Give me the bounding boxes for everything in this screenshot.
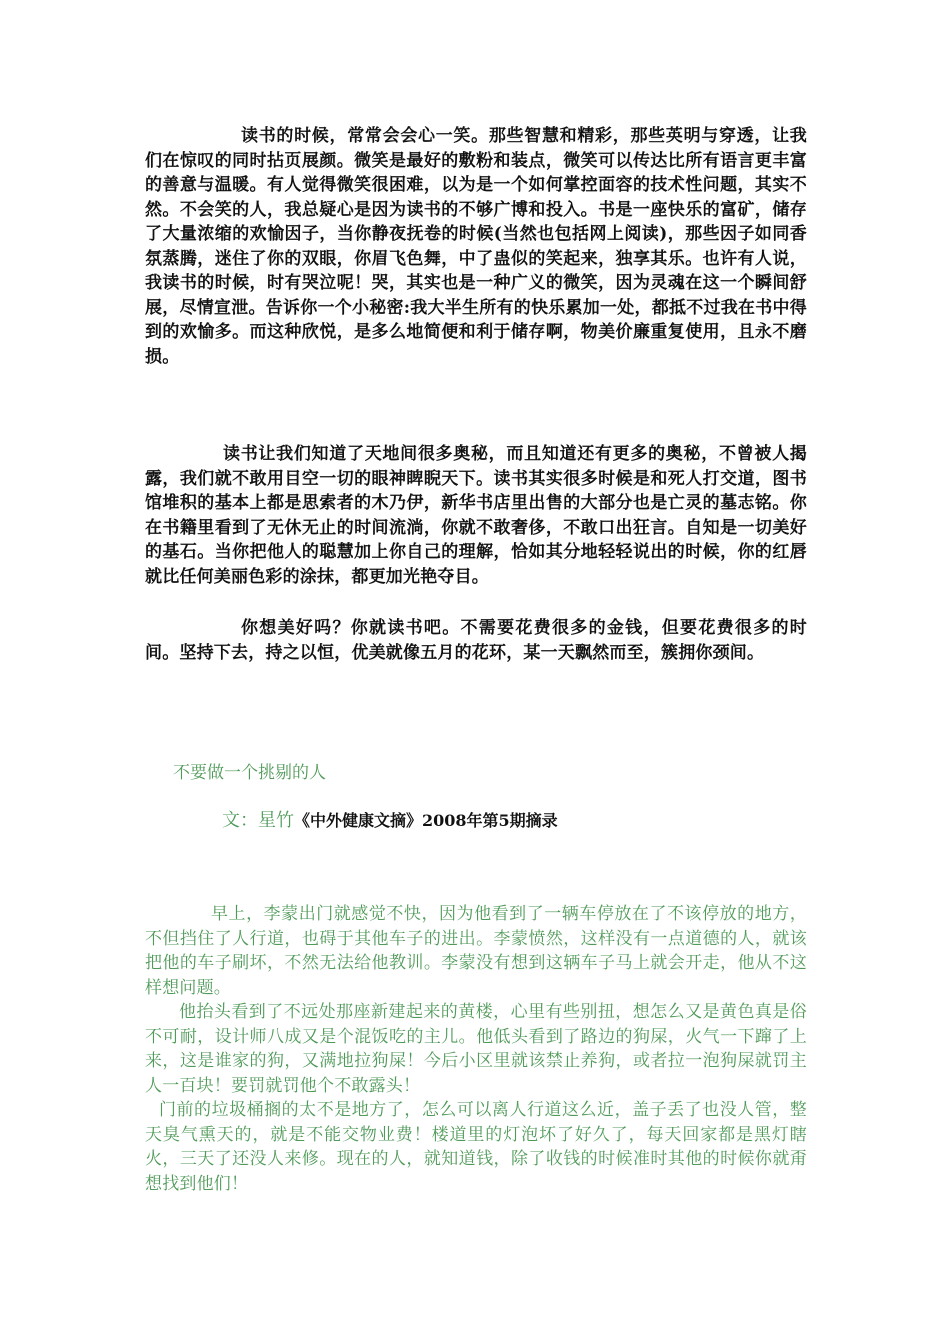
byline-author: 文：星竹: [222, 810, 294, 831]
paragraph-reading-smile: 读书的时候，常常会会心一笑。那些智慧和精彩，那些英明与穿透，让我们在惊叹的同时拈页展颜。微笑是最好的敷粉和装点，微笑可以传达比所有语言更丰富的善意与温暖。有人觉得微笑很困难，以为是一个如何掌控面容的技术性问题，其实不然。不会笑的人，我总疑心是因为读书的不够广博和投入。书是一座快乐的富矿，储存了大量浓缩的欢愉因子，当你静夜抚卷的时候(当然也包括网上阅读)，那些因子如同香氛蒸腾，迷住了你的双眼，你眉飞色舞，中了蛊似的笑起来，独享其乐。也许有人说，我读书的时候，时有哭泣呢！哭，其实也是一种广义的微笑，因为灵魂在这一个瞬间舒展，尽情宣泄。告诉你一个小秘密:我大半生所有的快乐累加一处，都抵不过我在书中得到的欢愉多。而这种欣悦，是多么地简便和利于储存啊，物美价廉重复使用，且永不磨损。: [145, 126, 807, 367]
article-byline: [222, 806, 558, 832]
article-paragraph-morning: 早上，李蒙出门就感觉不快，因为他看到了一辆车停放在了不该停放的地方，不但挡住了人行道，也碍于其他车子的进出。李蒙愤然，这样没有一点道德的人，就该把他的车子刷坏，不然无法给他教训。李蒙没有想到这辆车子马上就会开走，他从不这样想问题。: [145, 904, 807, 998]
paragraph-reading-beauty: 你想美好吗？你就读书吧。不需要花费很多的金钱，但要花费很多的时间。坚持下去，持之以恒，优美就像五月的花环，某一天飘然而至，簇拥你颈间。: [145, 618, 807, 663]
article-paragraph-trash-bin: 门前的垃圾桶搁的太不是地方了，怎么可以离人行道这么近，盖子丢了也没人管，整天臭气熏天的，就是不能交物业费！楼道里的灯泡坏了好久了，每天回家都是黑灯瞎火，三天了还没人来修。现在的人，就知道钱，除了收钱的时候准时其他的时候你就甭想找到他们！: [145, 1100, 807, 1194]
byline-source: 《中外健康文摘》2008年第5期摘录: [294, 811, 558, 830]
article-title: 不要做一个挑剔的人: [173, 763, 326, 783]
article-paragraph-yellow-building: 他抬头看到了不远处那座新建起来的黄楼，心里有些别扭，想怎么又是黄色真是俗不可耐，设计师八成又是个混饭吃的主儿。他低头看到了路边的狗屎，火气一下蹿了上来，这是谁家的狗，又满地拉狗屎！今后小区里就该禁止养狗，或者拉一泡狗屎就罚主人一百块！要罚就罚他个不敢露头！: [145, 1002, 807, 1096]
paragraph-reading-secrets: 读书让我们知道了天地间很多奥秘，而且知道还有更多的奥秘，不曾被人揭露，我们就不敢用目空一切的眼神睥睨天下。读书其实很多时候是和死人打交道，图书馆堆积的基本上都是思索者的木乃伊，新华书店里出售的大部分也是亡灵的墓志铭。你在书籍里看到了无休无止的时间流淌，你就不敢奢侈，不敢口出狂言。自知是一切美好的基石。当你把他人的聪慧加上你自己的理解，恰如其分地轻轻说出的时候，你的红唇就比任何美丽色彩的涂抹，都更加光艳夺目。: [145, 444, 807, 587]
